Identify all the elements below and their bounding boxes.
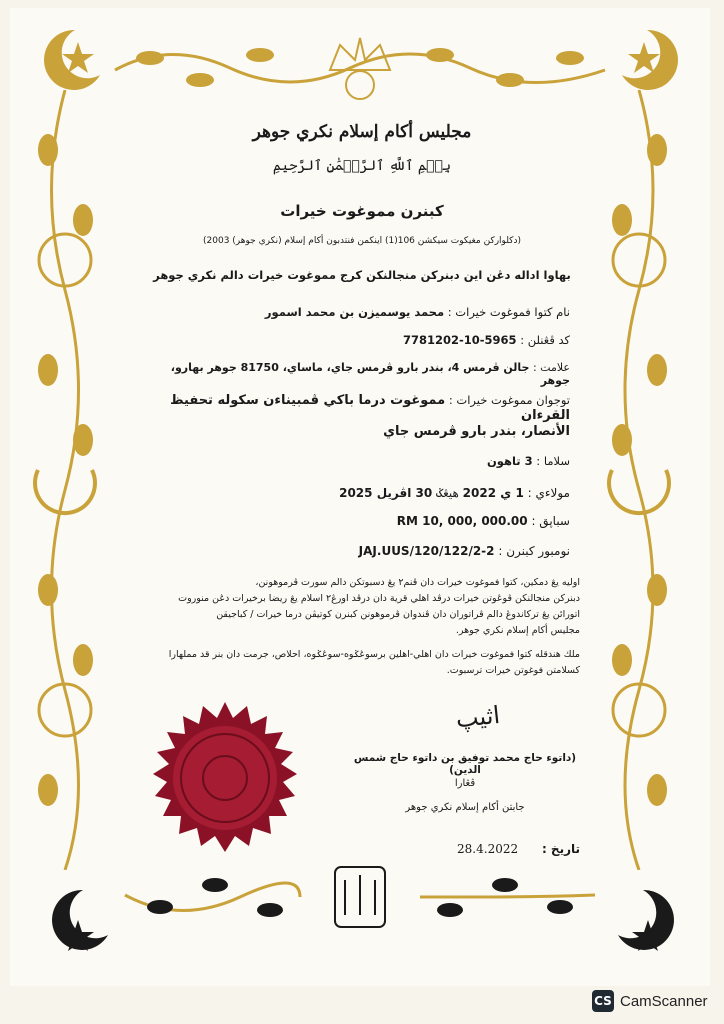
conditions-paragraph (140, 575, 580, 679)
date-value: 28.4.2022 (457, 842, 519, 856)
condition-line: مجليس أكام إسلام نكري جوهر. (455, 625, 580, 636)
camscanner-watermark (592, 990, 708, 1012)
condition-line: اوليه يڠ دمكين، كتوا فموغوت خيرات دان ڤنم٢ يڠ دسبوتكن دالم سورت ڤرموهونن، (255, 577, 580, 588)
limit-row (150, 514, 570, 528)
start-value: 1 ي 2022 (462, 486, 524, 500)
date-label: تاريخ : (541, 842, 580, 856)
calligraphy-emblem (335, 867, 385, 927)
duration-label: سلاما : (536, 454, 570, 468)
limit-label: سباڽق : (531, 514, 570, 528)
condition-line: كسلامتن فوغوتن خيرات ترسبوت. (446, 665, 580, 676)
top-floral-border (110, 30, 610, 105)
right-floral-border (592, 90, 687, 870)
bottom-floral-border (120, 855, 600, 940)
address-value: جالن ڤرمس 4، بندر بارو ڤرمس جاي، ماساي، 81750 جوهر بهارو، جوهر (170, 361, 570, 387)
red-wax-seal (145, 700, 305, 860)
left-floral-border (18, 90, 113, 870)
date-row (380, 842, 580, 856)
period-row (150, 486, 570, 500)
crescent-star-icon (608, 880, 688, 960)
limit-value: RM 10, 000, 000.00 (396, 514, 528, 528)
certificate-title: كبنرن مموغوت خيرات (280, 202, 444, 220)
condition-line: اتورائن يڠ ترکاندوڠ دالم ڤراتوران دان ڤندوان ڤرموهونن كبنرن كوتيڤن درما خيرات / كباجيقن (216, 609, 580, 620)
purpose-line-1: مموغوت درما باكي ڤمبيناءن سكوله تحفيظ القرءان (170, 393, 570, 423)
signature: اثيپ (454, 700, 502, 734)
purpose-row (150, 393, 570, 423)
crown-emblem (330, 38, 390, 99)
signatory-organization: جابتن أكام إسلام نكري جوهر (405, 802, 525, 813)
name-value: محمد يوسميزن بن محمد اسمور (264, 305, 445, 319)
condition-line: ملك هندقله كتوا فموغوت خيرات دان اهلي-اهلين برسوڠݢوه-سوڠݢوه، احلاص، جرمت دان بنر قد مملهارا (168, 649, 580, 660)
basmala: بِسۡمِ ٱللَّهِ ٱلرَّحۡمَٰنِ ٱلرَّحِيمِ (272, 158, 452, 174)
permit-label: نومبور كبنرن : (498, 544, 570, 558)
ic-label: كد ڤڠنلن : (520, 333, 570, 347)
name-label: نام كتوا فموغوت خيرات : (447, 305, 570, 319)
ic-value: 7781202-10-5965 (402, 333, 517, 347)
signatory-name: (داتوء حاج محمد توفيق بن داتوء حاج شمس الدين) (353, 752, 577, 776)
crescent-star-icon (38, 880, 118, 960)
camscanner-label: CamScanner (620, 992, 708, 1010)
certificate-statement: بهاوا اداله دڠن اين دبنركن منجالنكن كرج مموغوت خيرات دالم نكري جوهر (153, 268, 571, 282)
left-emblem-upper (39, 234, 91, 286)
until-label: هيڠݢ (436, 486, 459, 500)
permit-row (150, 544, 570, 558)
signatory-title: ڤڠارا (454, 778, 476, 789)
duration-value: 3 تاهون (486, 454, 533, 468)
name-row (150, 305, 570, 319)
permit-value: JAJ.UUS/120/122/2-2 (358, 544, 495, 558)
council-name: مجليس أكام إسلام نكري جوهر (252, 122, 472, 142)
condition-line: دبنركن منجالنكن ڤوڠوتن خيرات درڤد اهلي قرية دان درڤد اورڠ٢ اسلام يڠ ريضا برخيرات دڠن منوروت (178, 593, 580, 604)
right-emblem-upper (613, 234, 665, 286)
camscanner-logo-icon: CS (592, 990, 614, 1012)
purpose-label: توجوان مموغوت خيرات : (448, 393, 570, 407)
address-row (150, 361, 570, 387)
ic-row (150, 333, 570, 347)
duration-row (150, 454, 570, 468)
crescent-star-icon (612, 20, 692, 100)
purpose-line-2: الأنصار، بندر بارو ڤرمس جاي (383, 424, 570, 439)
address-label: علامت : (532, 361, 570, 374)
crescent-star-icon (30, 20, 110, 100)
certificate-subtitle: (دكلواركن مغيكوت سيكشن 106(1) اينكمن فنتدبون أكام إسلام (نكري جوهر) 2003) (203, 236, 521, 246)
start-label: مولاءي : (527, 486, 570, 500)
until-value: 30 اڤريل 2025 (339, 486, 433, 500)
